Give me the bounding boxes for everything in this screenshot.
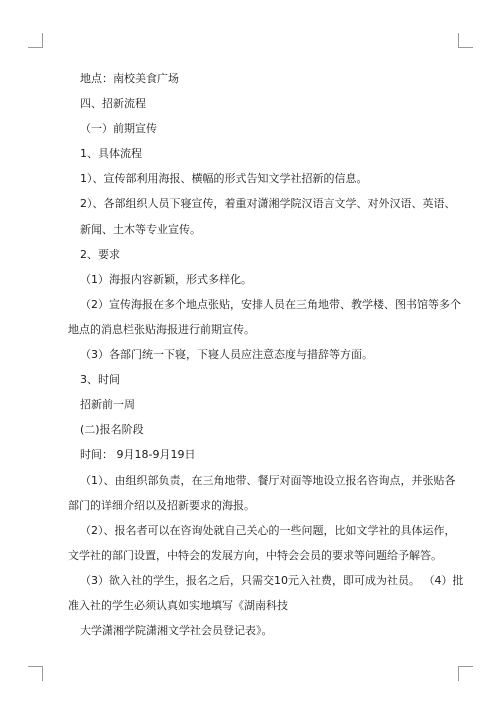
paragraph-line: 地点的消息栏张贴海报进行前期宣传。 [68, 322, 255, 336]
crop-mark-bottom-left [28, 666, 43, 681]
subsection-heading: （一）前期宣传 [80, 122, 157, 136]
time-line: 时间： 9月18-9月19日 [80, 448, 196, 462]
crop-mark-bottom-right [458, 666, 473, 681]
paragraph-line: 准入社的学生必须认真如实地填写《湖南科技 [68, 598, 288, 612]
paragraph-line: 大学潇湘学院潇湘文学社会员登记表》。 [80, 624, 273, 638]
paragraph-line: 招新前一周 [80, 398, 135, 412]
subsection-heading: (二)报名阶段 [80, 423, 144, 437]
paragraph-line: 2）、各部组织人员下寝宣传，着重对潇湘学院汉语言文学、对外汉语、英语、 [80, 197, 456, 211]
location-line: 地点：南校美食广场 [80, 72, 179, 85]
document-body [68, 66, 464, 643]
crop-mark-top-right [458, 33, 473, 48]
paragraph-line: 1）、宣传部利用海报、横幅的形式告知文学社招新的信息。 [80, 172, 368, 186]
item-heading: 1、具体流程 [80, 147, 142, 161]
paragraph-line: （3）各部门统一下寝，下寝人员应注意态度与措辞等方面。 [80, 348, 373, 362]
section-heading: 四、招新流程 [80, 97, 146, 111]
paragraph-line: 部门的详细介绍以及招新要求的海报。 [68, 498, 255, 512]
paragraph-line: （3）欲入社的学生，报名之后，只需交10元入社费，即可成为社员。 （4）批 [80, 573, 464, 587]
item-heading: 3、时间 [80, 373, 120, 387]
crop-mark-top-left [28, 33, 43, 48]
paragraph-line: （1）、由组织部负责，在三角地带、餐厅对面等地设立报名咨询点，并张贴各 [80, 473, 456, 487]
paragraph-line: 文学社的部门设置，中特会的发展方向，中特会会员的要求等问题给予解答。 [68, 548, 442, 562]
paragraph-line: （1）海报内容新颖，形式多样化。 [80, 272, 252, 286]
item-heading: 2、要求 [80, 247, 120, 261]
paragraph-line: 新闻、土木等专业宣传。 [80, 222, 201, 236]
paragraph-line: （2）宣传海报在多个地点张贴，安排人员在三角地带、教学楼、图书馆等多个 [80, 297, 461, 311]
paragraph-line: （2）、报名者可以在咨询处就自己关心的一些问题，比如文学社的具体运作， [80, 523, 456, 537]
